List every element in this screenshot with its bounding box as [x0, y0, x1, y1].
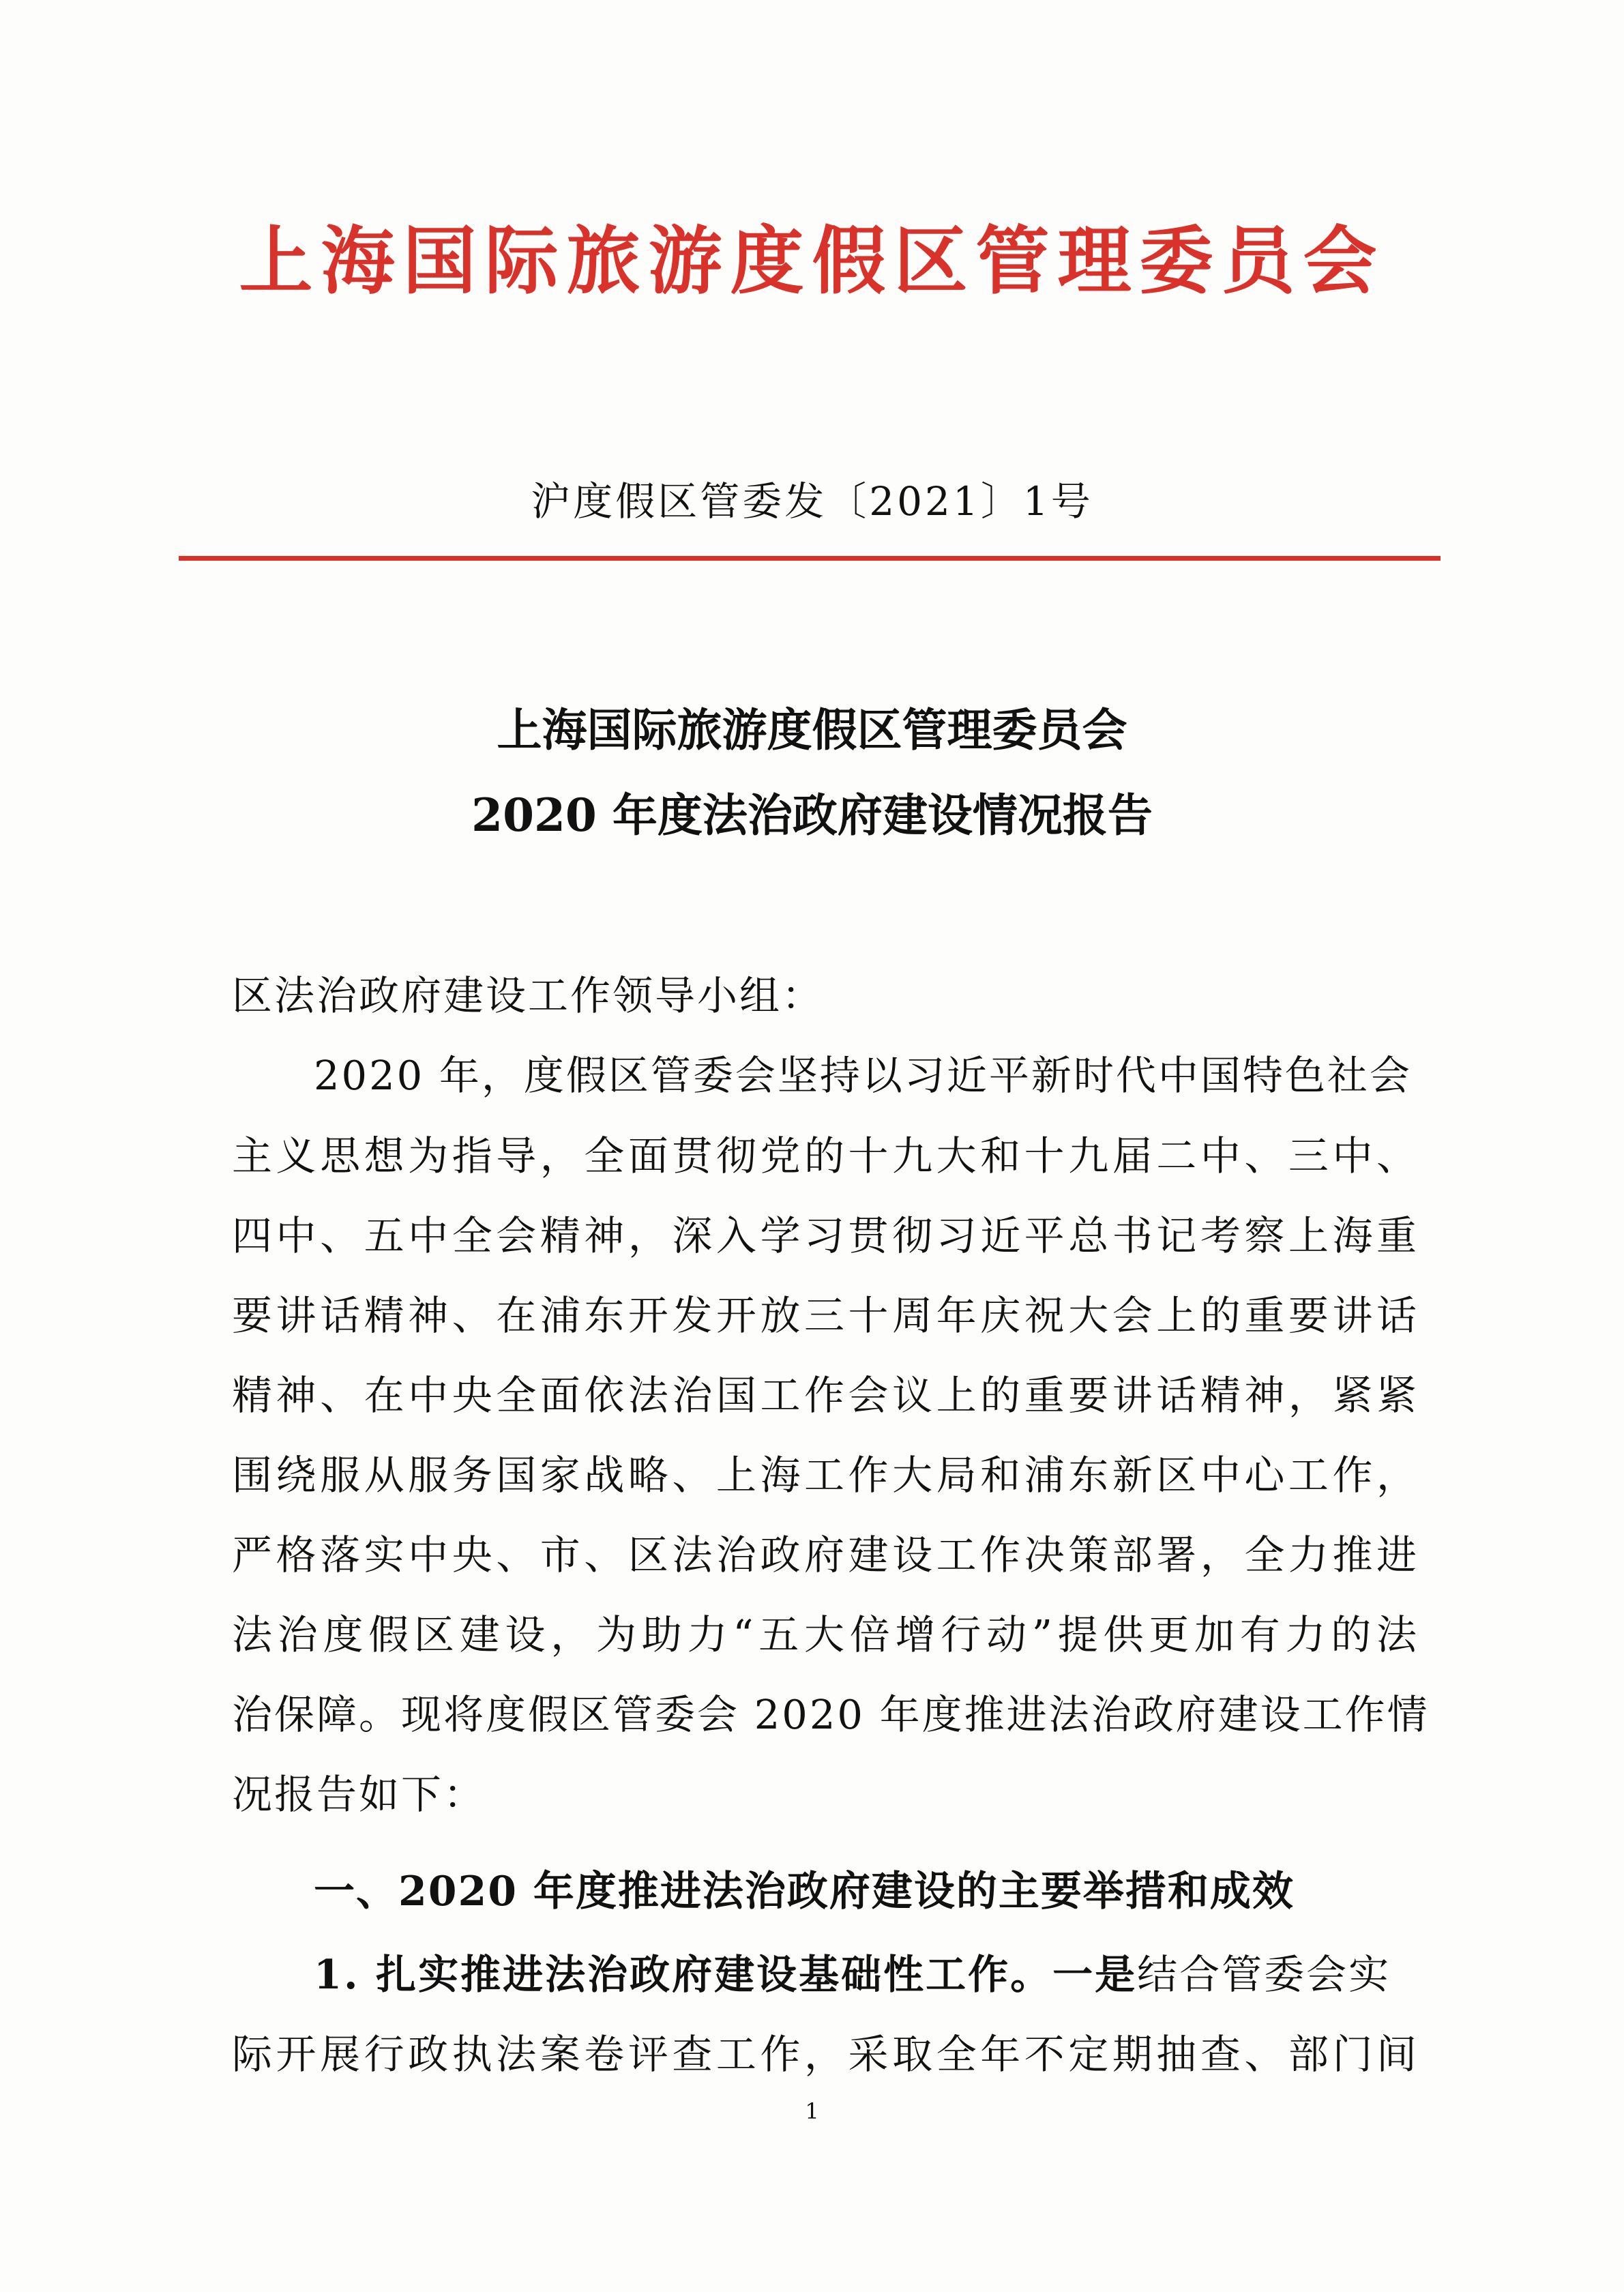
paragraph-line: 精神、在中央全面依法治国工作会议上的重要讲话精神，紧紧 — [232, 1372, 1419, 1419]
paragraph-line: 围绕服从服务国家战略、上海工作大局和浦东新区中心工作， — [232, 1452, 1419, 1499]
paragraph-line: 况报告如下： — [232, 1771, 486, 1818]
doc-number: 沪度假区管委发〔2021〕1号 — [531, 478, 1093, 525]
paragraph-line: 主义思想为指导，全面贯彻党的十九大和十九届二中、三中、 — [232, 1132, 1419, 1179]
item-1-line-2: 际开展行政执法案卷评查工作，采取全年不定期抽查、部门间 — [232, 2031, 1419, 2078]
salutation: 区法治政府建设工作领导小组： — [232, 972, 825, 1019]
paragraph-line: 要讲话精神、在浦东开发开放三十周年庆祝大会上的重要讲话 — [232, 1292, 1419, 1339]
paragraph-line: 治保障。现将度假区管委会 2020 年度推进法治政府建设工作情 — [232, 1691, 1430, 1738]
page-number: 1 — [805, 2098, 819, 2124]
report-title-line-2: 2020 年度法治政府建设情况报告 — [471, 789, 1153, 842]
org-title: 上海国际旅游度假区管理委员会 — [239, 218, 1385, 304]
report-title-line-1: 上海国际旅游度假区管理委员会 — [497, 703, 1127, 756]
section-heading-1: 一、2020 年度推进法治政府建设的主要举措和成效 — [314, 1868, 1295, 1915]
paragraph-line: 法治度假区建设，为助力“五大倍增行动”提供更加有力的法 — [232, 1611, 1419, 1658]
item-1-line-1 — [314, 1937, 1419, 2012]
paragraph-line: 严格落实中央、市、区法治政府建设工作决策部署，全力推进 — [232, 1531, 1419, 1578]
item-1-lead: 1. 扎实推进法治政府建设基础性工作。一是 — [314, 1951, 1138, 1998]
red-divider-rule — [179, 556, 1441, 561]
item-1-rest: 结合管委会实 — [1137, 1951, 1391, 1998]
paragraph-line: 四中、五中全会精神，深入学习贯彻习近平总书记考察上海重 — [232, 1212, 1419, 1259]
paragraph-line: 2020 年，度假区管委会坚持以习近平新时代中国特色社会 — [314, 1052, 1412, 1099]
